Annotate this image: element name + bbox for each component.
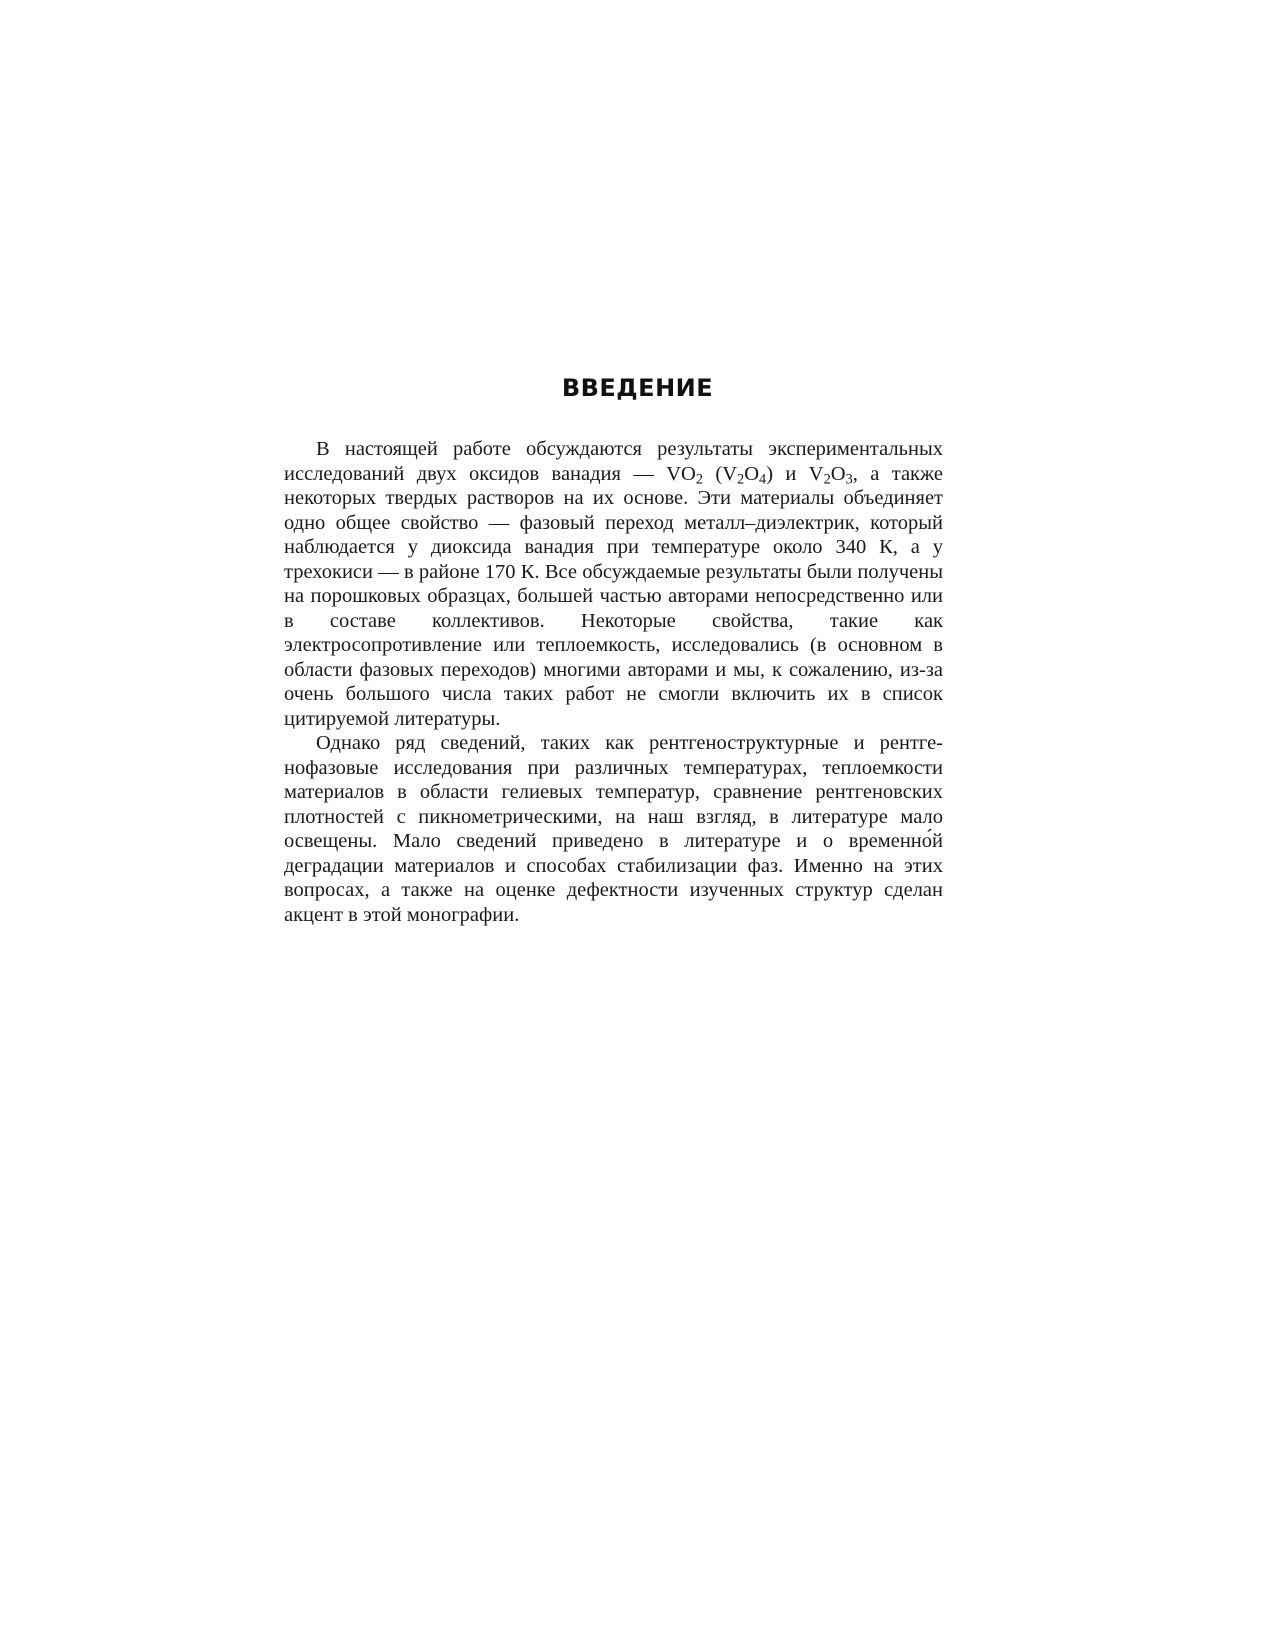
text-run: (V — [703, 462, 738, 485]
subscript: 2 — [737, 471, 745, 488]
paragraph — [284, 437, 943, 731]
subscript: 2 — [695, 471, 703, 488]
text-run: ) и V — [766, 462, 824, 485]
subscript: 2 — [823, 471, 831, 488]
text-run: O — [830, 462, 846, 485]
text-run: O — [744, 462, 760, 485]
text-run: , а также некоторых твердых растворов на их основе. Эти материалы объединяет одно общее свойство — фазовый переход металл–диэлектрик, который наблюдается у диоксида ванадия при температуре около 340 К, а у трехокиси — в районе 170 К. Все обсуждаемые результаты были получены на порошковых образцах, большей частью авторами непосредственно или в составе коллективов. Некоторые свойства, такие как электросопротивление или теплоемкость, исследовались (в основном в области фазовых переходов) многими авторами и мы, к сожалению, из-за очень большого числа таких работ не смогли включить их в список цитируемой литературы. — [284, 462, 943, 730]
paragraph: Однако ряд сведений, таких как рентгеноструктурные и рентгенофазовые исследования при различных температурах, теплоемкости материалов в области гелиевых температур, сравнение рентгеновских плотностей с пикнометрическими, на наш взгляд, в литературе мало освещены. Мало сведений приведено в литературе и о временно́й деградации материалов и способах стабилизации фаз. Именно на этих вопросах, а также на оценке дефектности изученных структур сделан акцент в этой монографии. — [284, 732, 943, 926]
page-heading: ВВЕДЕНИЕ — [561, 374, 714, 402]
subscript: 3 — [845, 471, 853, 488]
subscript: 4 — [759, 471, 767, 488]
body-text — [284, 437, 943, 927]
text-run: В настоящей работе обсуждаются результаты экспериментальных исследований двух оксидов ванадия — VO — [284, 438, 943, 485]
